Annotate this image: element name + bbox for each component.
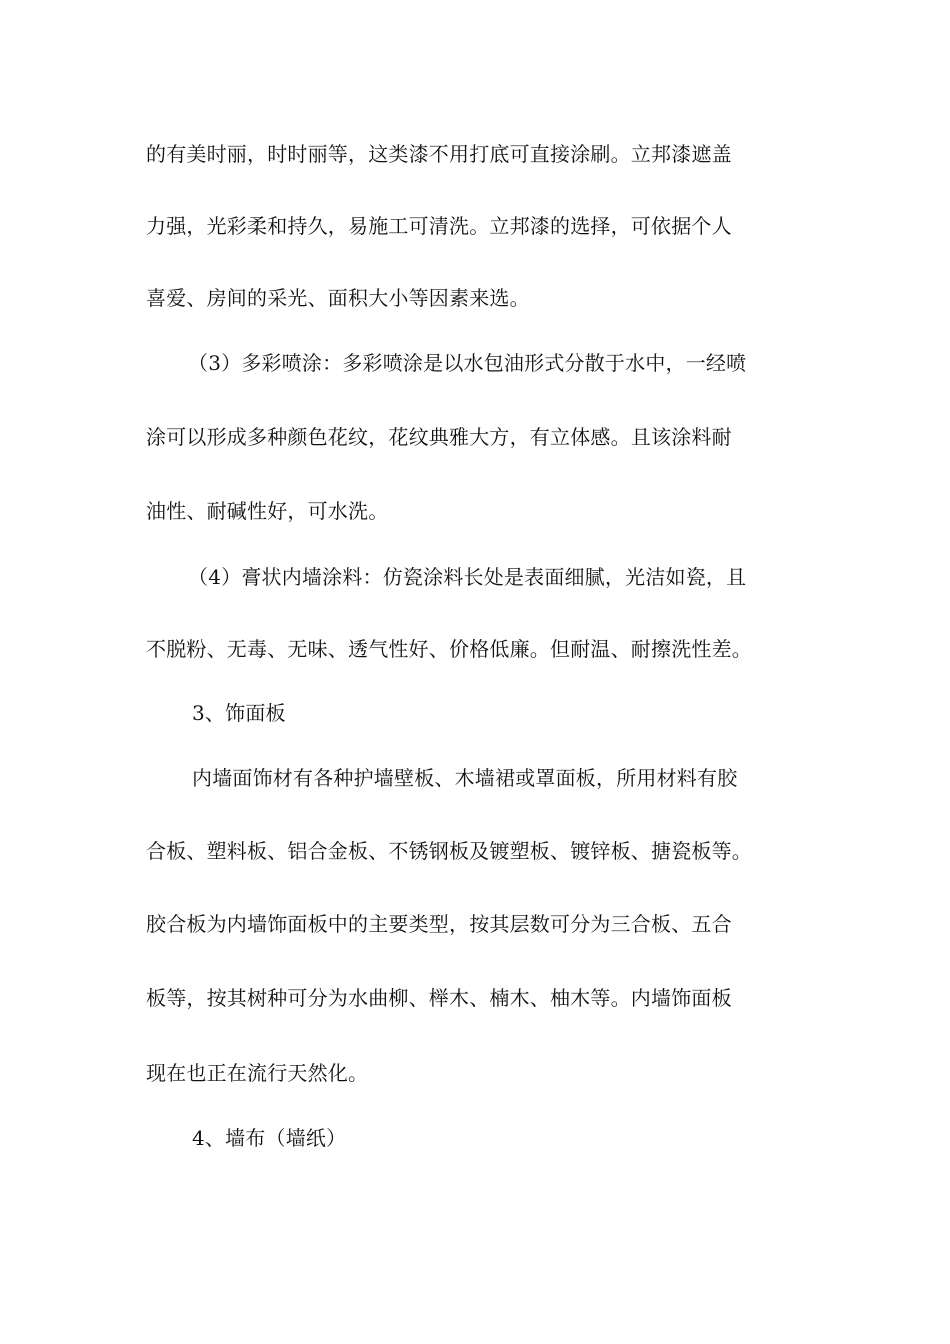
text-line: 合板、塑料板、铝合金板、不锈钢板及镀塑板、镀锌板、搪瓷板等。 <box>146 839 752 863</box>
section-heading: 4、墙布（墙纸） <box>192 1126 347 1150</box>
text-line: 力强，光彩柔和持久，易施工可清洗。立邦漆的选择，可依据个人 <box>146 214 732 238</box>
text-line: 油性、耐碱性好，可水洗。 <box>146 499 389 523</box>
text-line: 不脱粉、无毒、无味、透气性好、价格低廉。但耐温、耐擦洗性差。 <box>146 637 752 661</box>
text-line: （3）多彩喷涂：多彩喷涂是以水包油形式分散于水中，一经喷 <box>188 351 747 375</box>
text-line: 现在也正在流行天然化。 <box>146 1061 369 1085</box>
text-line: 涂可以形成多种颜色花纹，花纹典雅大方，有立体感。且该涂料耐 <box>146 425 732 449</box>
text-line: 喜爱、房间的采光、面积大小等因素来选。 <box>146 286 530 310</box>
text-line: 的有美时丽，时时丽等，这类漆不用打底可直接涂刷。立邦漆遮盖 <box>146 142 732 166</box>
text-line: 板等，按其树种可分为水曲柳、榉木、楠木、柚木等。内墙饰面板 <box>146 986 732 1010</box>
text-line: （4）膏状内墙涂料：仿瓷涂料长处是表面细腻，光洁如瓷，且 <box>188 565 747 589</box>
text-line: 胶合板为内墙饰面板中的主要类型，按其层数可分为三合板、五合 <box>146 912 732 936</box>
text-line: 内墙面饰材有各种护墙壁板、木墙裙或罩面板，所用材料有胶 <box>192 766 738 790</box>
section-heading: 3、饰面板 <box>192 701 286 725</box>
